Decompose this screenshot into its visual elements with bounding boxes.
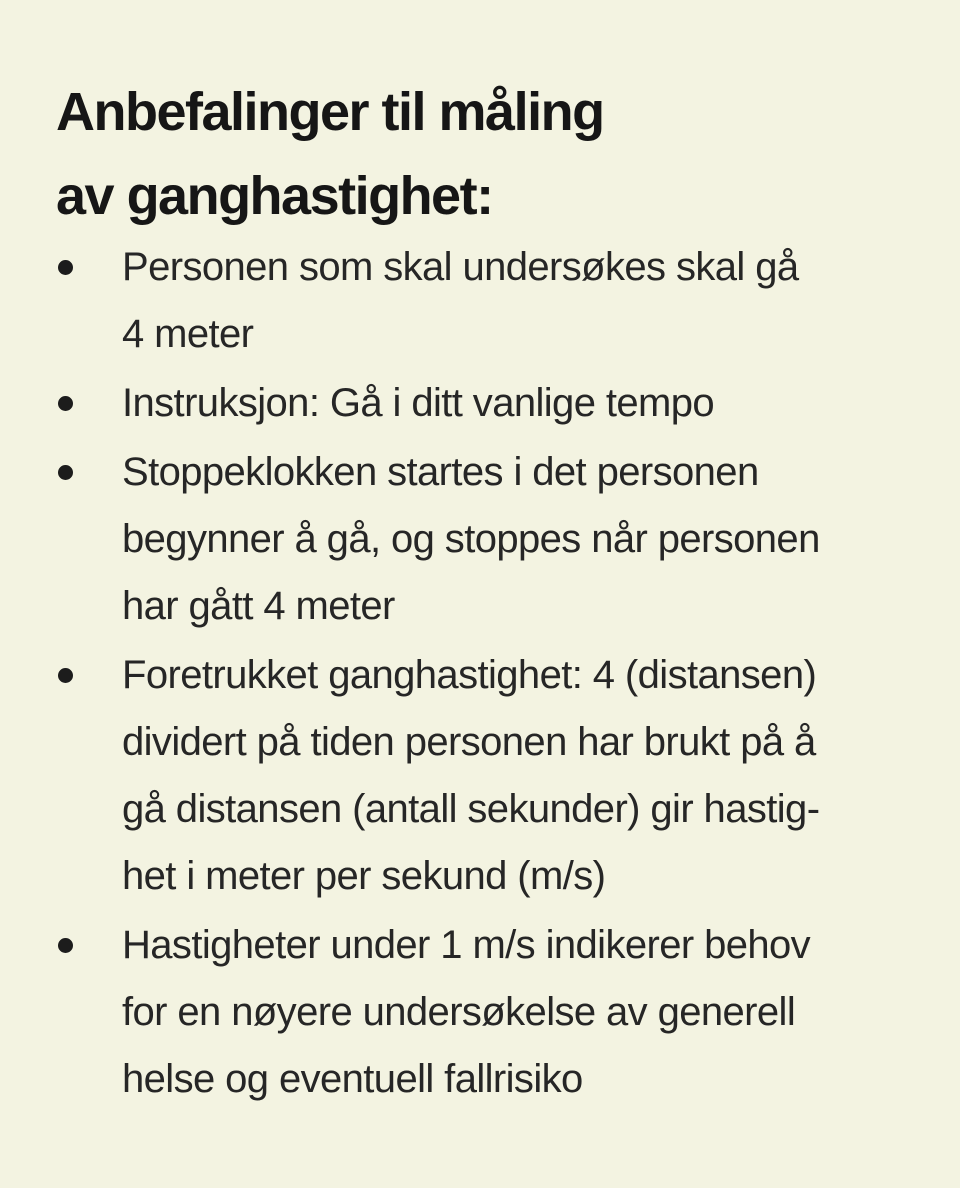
bullet-icon [58, 465, 73, 480]
bullet-icon [58, 668, 73, 683]
list-item [56, 439, 920, 640]
list-item-line: helse og eventuell fallrisiko [122, 1057, 583, 1101]
list-item-line: for en nøyere undersøkelse av generell [122, 990, 796, 1034]
list-item-line: dividert på tiden personen har brukt på å [122, 720, 816, 764]
bullet-icon [58, 938, 73, 953]
list-item [56, 234, 920, 368]
bullet-icon [58, 396, 73, 411]
list-item-line: Hastigheter under 1 m/s indikerer behov [122, 923, 811, 967]
box-title [56, 70, 920, 238]
list-item-line: Stoppeklokken startes i det personen [122, 450, 759, 494]
list-item-line: 4 meter [122, 312, 254, 356]
list-item-line: Foretrukket ganghastighet: 4 (distansen) [122, 653, 817, 697]
box-title-line-1: Anbefalinger til måling [56, 82, 604, 142]
list-item-line: Instruksjon: Gå i ditt vanlige tempo [122, 381, 715, 425]
list-item-line: Personen som skal undersøkes skal gå [122, 245, 799, 289]
list-item-line: har gått 4 meter [122, 584, 395, 628]
list-item [56, 912, 920, 1113]
list-item-line: gå distansen (antall sekunder) gir hastig- [122, 787, 820, 831]
recommendation-list [56, 234, 920, 1113]
list-item-line: begynner å gå, og stoppes når personen [122, 517, 820, 561]
list-item-line: het i meter per sekund (m/s) [122, 854, 606, 898]
bullet-icon [58, 260, 73, 275]
list-item [56, 370, 920, 437]
list-item [56, 642, 920, 910]
box-title-line-2: av ganghastighet: [56, 166, 493, 226]
